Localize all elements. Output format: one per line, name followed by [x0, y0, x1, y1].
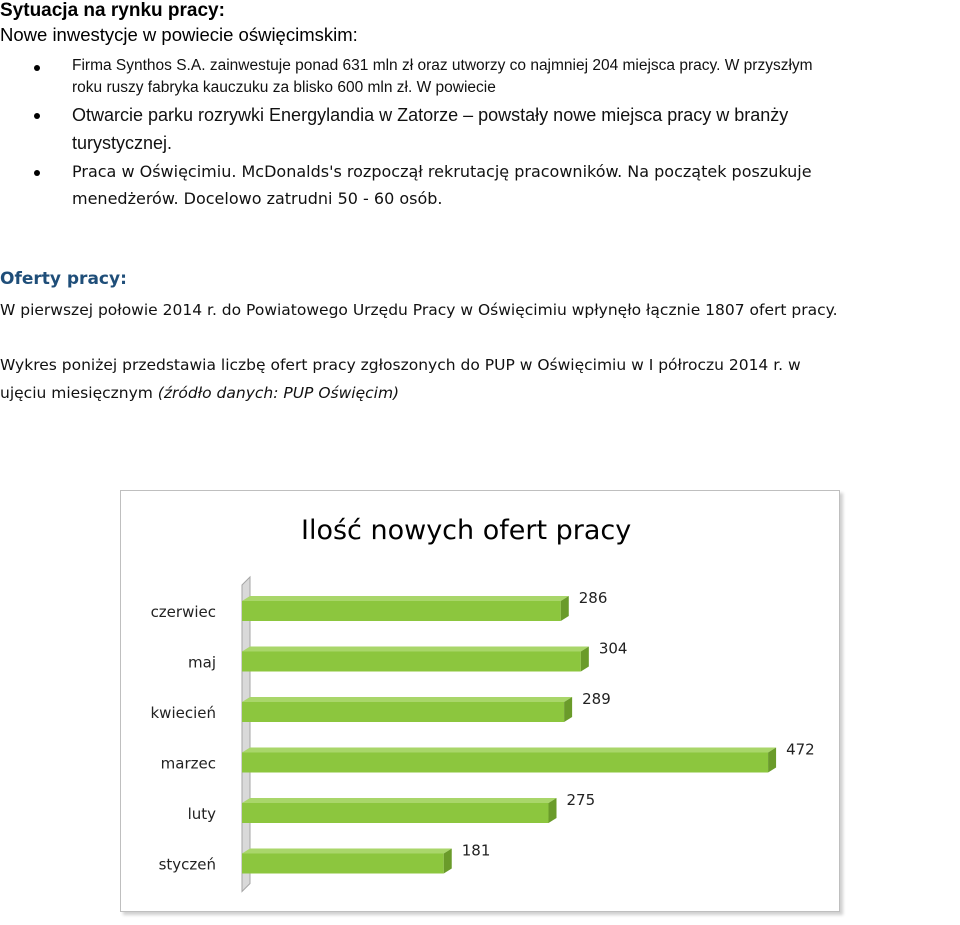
list-item-line: Firma Synthos S.A. zainwestuje ponad 631 mln zł oraz utworzy co najmniej 204 miejsca pracy. W przyszłym [72, 57, 813, 74]
bar [242, 702, 564, 722]
category-label: maj [188, 653, 216, 672]
bar-group [161, 741, 815, 773]
category-label: kwiecień [150, 704, 216, 722]
bullet-marker [34, 170, 40, 176]
bar [242, 601, 561, 621]
bar-top [242, 798, 557, 803]
situation-heading: Sytuacja na rynku pracy: [0, 0, 225, 21]
bar-top [242, 748, 776, 753]
job-offers-heading: Oferty pracy: [0, 269, 127, 289]
category-label: marzec [160, 754, 216, 773]
chart-description-text: ujęciu miesięcznym [0, 384, 158, 402]
list-item-line: roku ruszy fabryka kauczuku za blisko 600 mln zł. W powiecie [72, 79, 496, 96]
chart-description-line2 [0, 382, 399, 404]
value-label: 289 [582, 690, 611, 708]
value-label: 181 [461, 841, 491, 860]
bar-group [159, 842, 491, 874]
value-label: 275 [566, 791, 596, 809]
bar-top [242, 596, 569, 601]
category-label: luty [187, 805, 216, 823]
bar-group [150, 690, 610, 722]
category-label: styczeń [158, 855, 216, 874]
bullet-marker [34, 65, 40, 71]
bar-top [242, 849, 452, 854]
chart-description-line1: Wykres poniżej przedstawia liczbę ofert pracy zgłoszonych do PUP w Oświęcimiu w I półroczu 2014 r. w [0, 356, 801, 374]
offers-summary: W pierwszej połowie 2014 r. do Powiatowego Urzędu Pracy w Oświęcimiu wpłynęło łącznie 1807 ofert pracy. [0, 301, 838, 319]
bar [242, 652, 581, 672]
category-label: czerwiec [150, 603, 216, 621]
list-item-line: menedżerów. Docelowo zatrudni 50 - 60 osób. [72, 189, 443, 208]
value-label: 472 [786, 740, 815, 759]
value-label: 304 [598, 639, 628, 658]
bar [242, 854, 444, 874]
axis-wall [242, 577, 250, 892]
bar-top [242, 647, 589, 652]
job-offers-chart [120, 490, 840, 912]
list-item-line: turystycznej. [72, 133, 173, 153]
list-item-line: Praca w Oświęcimiu. McDonalds's rozpoczął rekrutację pracowników. Na początek poszukuje [72, 162, 812, 181]
chart-title: Ilość nowych ofert pracy [301, 515, 632, 546]
list-item-line: Otwarcie parku rozrywki Energylandia w Zatorze – powstały nowe miejsca pracy w branży [72, 105, 789, 125]
bar-top [242, 697, 572, 702]
bar [242, 803, 549, 823]
bar-group [151, 589, 608, 621]
chart-canvas [121, 491, 839, 911]
investments-intro: Nowe inwestycje w powiecie oświęcimskim: [0, 24, 358, 45]
value-label: 286 [578, 589, 608, 607]
bar-group [188, 640, 627, 672]
data-source-note: (źródło danych: PUP Oświęcim) [157, 384, 400, 402]
bullet-marker [34, 113, 40, 119]
bar [242, 753, 768, 773]
